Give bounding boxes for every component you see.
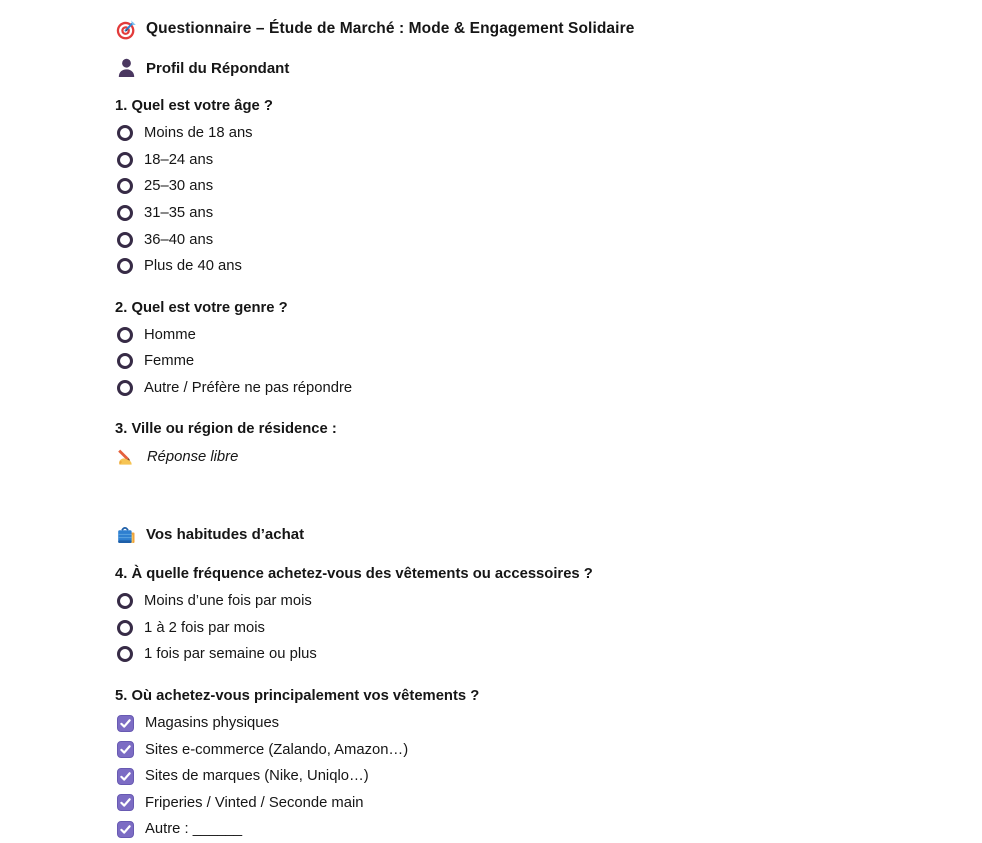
section-profil-label: Profil du Répondant — [146, 59, 290, 77]
checkbox-option[interactable] — [115, 736, 942, 763]
radio-option[interactable] — [115, 147, 942, 174]
option-label: 25–30 ans — [144, 178, 214, 195]
checkbox-option[interactable] — [115, 790, 942, 817]
option-label: 36–40 ans — [144, 231, 214, 248]
checkbox-checked-icon[interactable] — [117, 715, 134, 732]
radio-icon[interactable] — [117, 232, 133, 248]
checkbox-option[interactable] — [115, 763, 942, 790]
checkbox-checked-icon[interactable] — [117, 821, 134, 838]
question-5-options — [115, 710, 942, 843]
question-2-options — [115, 322, 942, 402]
radio-icon[interactable] — [117, 646, 133, 662]
option-label: Sites de marques (Nike, Uniqlo…) — [145, 768, 369, 785]
checkbox-checked-icon[interactable] — [117, 741, 134, 758]
option-label: Autre : ______ — [145, 821, 243, 838]
question-5-label: 5. Où achetez-vous principalement vos vêtements ? — [115, 687, 480, 704]
radio-icon[interactable] — [117, 353, 133, 369]
option-label: Plus de 40 ans — [144, 258, 242, 275]
question-4-label: 4. À quelle fréquence achetez-vous des vêtements ou accessoires ? — [115, 565, 593, 582]
section-habitudes-label: Vos habitudes d’achat — [146, 526, 305, 544]
option-label: Femme — [144, 353, 195, 370]
radio-option[interactable] — [115, 200, 942, 227]
option-label: 31–35 ans — [144, 205, 214, 222]
radio-option[interactable] — [115, 322, 942, 349]
radio-option[interactable] — [115, 588, 942, 615]
option-label: Friperies / Vinted / Seconde main — [145, 794, 364, 811]
question-1-options — [115, 120, 942, 280]
option-label: Moins de 18 ans — [144, 125, 253, 142]
shopping-bags-icon — [115, 524, 137, 546]
radio-option[interactable] — [115, 226, 942, 253]
option-label: 1 à 2 fois par mois — [144, 619, 265, 636]
checkbox-option[interactable] — [115, 816, 942, 843]
option-label: Moins d’une fois par mois — [144, 593, 312, 610]
checkbox-checked-icon[interactable] — [117, 794, 134, 811]
free-response-label: Réponse libre — [147, 448, 239, 465]
radio-icon[interactable] — [117, 380, 133, 396]
radio-option[interactable] — [115, 375, 942, 402]
radio-option[interactable] — [115, 120, 942, 147]
document-title-row — [115, 18, 942, 40]
radio-option[interactable] — [115, 615, 942, 642]
radio-icon[interactable] — [117, 258, 133, 274]
radio-icon[interactable] — [117, 152, 133, 168]
radio-option[interactable] — [115, 253, 942, 280]
radio-icon[interactable] — [117, 620, 133, 636]
option-label: 18–24 ans — [144, 151, 214, 168]
radio-option[interactable] — [115, 173, 942, 200]
radio-icon[interactable] — [117, 327, 133, 343]
section-profil-row — [115, 57, 942, 79]
dart-target-icon — [115, 18, 137, 40]
bust-silhouette-icon — [115, 57, 137, 79]
question-3-label: 3. Ville ou région de résidence : — [115, 421, 337, 438]
radio-option[interactable] — [115, 641, 942, 668]
free-response-row[interactable] — [115, 443, 942, 470]
question-1-label: 1. Quel est votre âge ? — [115, 98, 273, 114]
option-label: Sites e-commerce (Zalando, Amazon…) — [145, 741, 409, 758]
question-2-label: 2. Quel est votre genre ? — [115, 299, 288, 316]
section-habitudes-row — [115, 524, 942, 546]
option-label: Autre / Préfère ne pas répondre — [144, 380, 353, 397]
document-title: Questionnaire – Étude de Marché : Mode & Engagement Solidaire — [146, 20, 635, 37]
checkbox-checked-icon[interactable] — [117, 768, 134, 785]
option-label: Magasins physiques — [145, 715, 280, 732]
radio-icon[interactable] — [117, 593, 133, 609]
writing-hand-icon — [115, 447, 137, 467]
question-4-options — [115, 588, 942, 668]
radio-icon[interactable] — [117, 178, 133, 194]
radio-icon[interactable] — [117, 125, 133, 141]
radio-option[interactable] — [115, 348, 942, 375]
checkbox-option[interactable] — [115, 710, 942, 737]
option-label: 1 fois par semaine ou plus — [144, 646, 317, 663]
radio-icon[interactable] — [117, 205, 133, 221]
option-label: Homme — [144, 326, 196, 343]
